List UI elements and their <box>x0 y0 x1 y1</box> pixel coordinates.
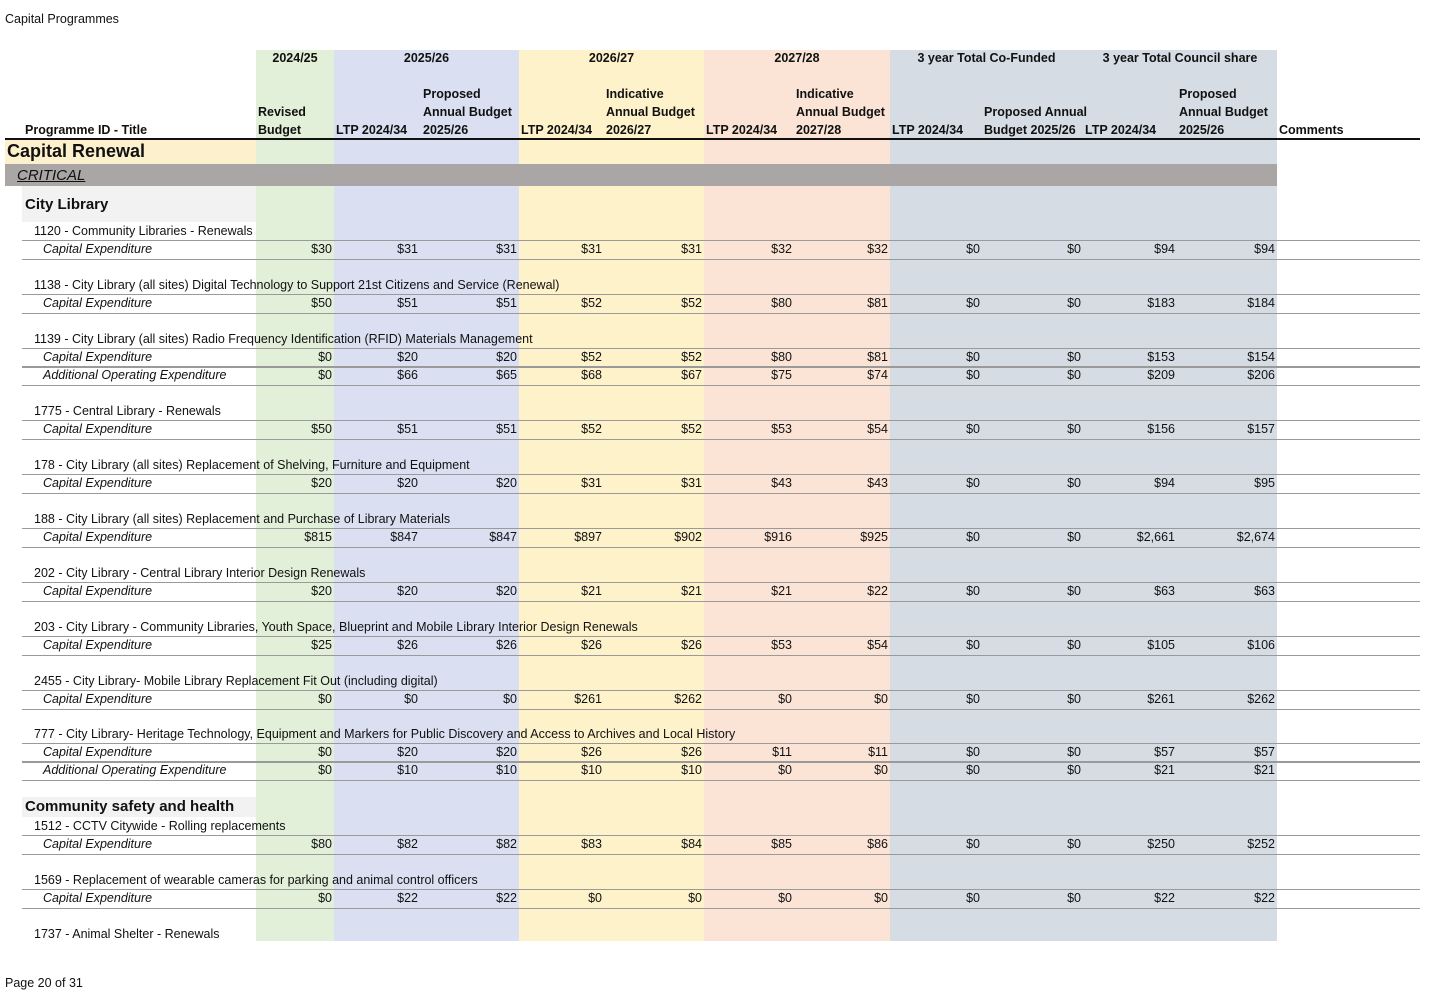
cell-value: $26 <box>681 638 702 652</box>
table-row <box>22 474 1420 494</box>
table-row <box>22 366 1420 386</box>
cell-value: $32 <box>771 242 792 256</box>
row-label: Capital Expenditure <box>43 692 153 706</box>
cell-value: $262 <box>674 692 702 706</box>
cell-value: $20 <box>311 476 332 490</box>
col-header-comments: Comments <box>1279 123 1344 137</box>
cell-value: $157 <box>1247 422 1275 436</box>
row-label: Additional Operating Expenditure <box>43 763 227 777</box>
cell-value: $0 <box>1067 837 1081 851</box>
cell-value: $0 <box>778 891 792 905</box>
cell-value: $26 <box>681 745 702 759</box>
col-header-ltp-2027: LTP 2024/34 <box>706 123 778 137</box>
cell-value: $54 <box>867 638 888 652</box>
cell-value: $0 <box>1067 584 1081 598</box>
cell-value: $902 <box>674 530 702 544</box>
cell-value: $43 <box>771 476 792 490</box>
year-header-2024-25: 2024/25 <box>272 51 318 65</box>
cell-value: $262 <box>1247 692 1275 706</box>
row-label: Additional Operating Expenditure <box>43 368 227 382</box>
table-row <box>22 528 1420 548</box>
category-critical: CRITICAL <box>17 167 86 184</box>
cell-value: $0 <box>966 242 980 256</box>
row-label: Capital Expenditure <box>43 350 153 364</box>
cell-value: $94 <box>1154 476 1175 490</box>
programme-title: 1512 - CCTV Citywide - Rolling replacements <box>34 819 286 833</box>
cell-value: $21 <box>681 584 702 598</box>
cell-value: $0 <box>318 368 332 382</box>
cell-value: $0 <box>318 763 332 777</box>
cell-value: $21 <box>771 584 792 598</box>
cell-value: $26 <box>581 638 602 652</box>
cell-value: $0 <box>966 692 980 706</box>
cell-value: $82 <box>496 837 517 851</box>
cell-value: $925 <box>860 530 888 544</box>
cell-value: $0 <box>1067 476 1081 490</box>
cell-value: $0 <box>966 837 980 851</box>
cell-value: $0 <box>503 692 517 706</box>
cell-value: $2,661 <box>1136 530 1175 544</box>
cell-value: $57 <box>1254 745 1275 759</box>
cell-value: $20 <box>397 476 418 490</box>
doc-title: Capital Programmes <box>5 12 119 26</box>
cell-value: $94 <box>1154 242 1175 256</box>
cell-value: $0 <box>874 763 888 777</box>
programme-title: 2455 - City Library- Mobile Library Replacement Fit Out (including digital) <box>34 674 438 688</box>
cell-value: $0 <box>1067 638 1081 652</box>
group-city-library: City Library <box>25 196 109 213</box>
cell-value: $21 <box>1154 763 1175 777</box>
table-row <box>22 636 1420 656</box>
cell-value: $20 <box>496 584 517 598</box>
cell-value: $52 <box>581 296 602 310</box>
programme-title: 1139 - City Library (all sites) Radio Frequency Identification (RFID) Materials Management <box>34 332 533 346</box>
group-community-safety: Community safety and health <box>25 798 235 815</box>
cell-value: $0 <box>1067 891 1081 905</box>
cell-value: $20 <box>496 350 517 364</box>
cell-value: $0 <box>778 763 792 777</box>
cell-value: $84 <box>681 837 702 851</box>
cell-value: $32 <box>867 242 888 256</box>
cell-value: $81 <box>867 296 888 310</box>
cell-value: $65 <box>496 368 517 382</box>
cell-value: $31 <box>681 476 702 490</box>
cell-value: $86 <box>867 837 888 851</box>
table-row <box>22 582 1420 602</box>
critical-bar <box>5 164 1277 186</box>
cell-value: $63 <box>1254 584 1275 598</box>
cell-value: $0 <box>874 692 888 706</box>
cell-value: $25 <box>311 638 332 652</box>
row-label: Capital Expenditure <box>43 530 153 544</box>
cell-value: $0 <box>1067 350 1081 364</box>
cell-value: $20 <box>311 584 332 598</box>
cell-value: $81 <box>867 350 888 364</box>
table-row <box>22 889 1420 909</box>
col-header-revised-budget: Revised Budget <box>258 105 306 137</box>
cell-value: $0 <box>966 584 980 598</box>
cell-value: $75 <box>771 368 792 382</box>
cell-value: $11 <box>868 745 888 759</box>
cell-value: $0 <box>778 692 792 706</box>
cell-value: $10 <box>496 763 517 777</box>
cell-value: $22 <box>496 891 517 905</box>
col-header-ltp-council: LTP 2024/34 <box>1085 123 1157 137</box>
cell-value: $30 <box>311 242 332 256</box>
col-header-proposed-cofunded: Proposed Annual Budget 2025/26 <box>984 105 1088 137</box>
table-row <box>22 240 1420 260</box>
cell-value: $54 <box>867 422 888 436</box>
table-row <box>22 420 1420 440</box>
cell-value: $11 <box>772 745 792 759</box>
cell-value: $0 <box>966 638 980 652</box>
cell-value: $51 <box>397 422 418 436</box>
cell-value: $21 <box>581 584 602 598</box>
cell-value: $10 <box>681 763 702 777</box>
row-label: Capital Expenditure <box>43 891 153 905</box>
cell-value: $52 <box>681 296 702 310</box>
table-row <box>22 761 1420 781</box>
table-row <box>22 294 1420 314</box>
page-number: Page 20 of 31 <box>5 976 83 990</box>
year-header-cofunded: 3 year Total Co-Funded <box>917 51 1056 65</box>
cell-value: $184 <box>1247 296 1275 310</box>
cell-value: $897 <box>574 530 602 544</box>
cell-value: $0 <box>1067 368 1081 382</box>
cell-value: $154 <box>1247 350 1275 364</box>
cell-value: $252 <box>1247 837 1275 851</box>
cell-value: $52 <box>581 422 602 436</box>
cell-value: $847 <box>489 530 517 544</box>
table-row <box>22 743 1420 763</box>
cell-value: $95 <box>1254 476 1275 490</box>
cell-value: $156 <box>1147 422 1175 436</box>
cell-value: $0 <box>966 891 980 905</box>
cell-value: $0 <box>1067 530 1081 544</box>
cell-value: $20 <box>397 350 418 364</box>
year-header-2025-26: 2025/26 <box>403 51 450 65</box>
cell-value: $20 <box>496 745 517 759</box>
programme-title: 1138 - City Library (all sites) Digital Technology to Support 21st Citizens and Service (Renewal) <box>34 278 560 292</box>
cell-value: $153 <box>1147 350 1175 364</box>
cell-value: $20 <box>397 745 418 759</box>
cell-value: $250 <box>1147 837 1175 851</box>
cell-value: $0 <box>966 296 980 310</box>
cell-value: $22 <box>1154 891 1175 905</box>
row-label: Capital Expenditure <box>43 296 153 310</box>
cell-value: $51 <box>397 296 418 310</box>
col-header-ltp-cofunded: LTP 2024/34 <box>892 123 964 137</box>
col-header-ltp-2025: LTP 2024/34 <box>336 123 408 137</box>
col-header-indicative-2026: Indicative Annual Budget 2026/27 <box>606 87 695 137</box>
table-row <box>22 835 1420 855</box>
col-header-ltp-2026: LTP 2024/34 <box>521 123 593 137</box>
col-header-proposed-2025: Proposed Annual Budget 2025/26 <box>423 87 512 137</box>
cell-value: $0 <box>966 763 980 777</box>
table-row <box>22 348 1420 368</box>
col-header-proposed-council: Proposed Annual Budget 2025/26 <box>1179 87 1268 137</box>
cell-value: $10 <box>397 763 418 777</box>
cell-value: $0 <box>966 368 980 382</box>
cell-value: $0 <box>318 745 332 759</box>
cell-value: $183 <box>1147 296 1175 310</box>
cell-value: $31 <box>681 242 702 256</box>
cell-value: $51 <box>496 296 517 310</box>
cell-value: $0 <box>688 891 702 905</box>
cell-value: $31 <box>581 476 602 490</box>
cell-value: $0 <box>404 692 418 706</box>
col-header-indicative-2027: Indicative Annual Budget 2027/28 <box>796 87 885 137</box>
cell-value: $0 <box>1067 296 1081 310</box>
cell-value: $26 <box>581 745 602 759</box>
cell-value: $52 <box>581 350 602 364</box>
cell-value: $847 <box>390 530 418 544</box>
cell-value: $916 <box>764 530 792 544</box>
cell-value: $0 <box>318 350 332 364</box>
cell-value: $0 <box>874 891 888 905</box>
programme-title: 1569 - Replacement of wearable cameras for parking and animal control officers <box>34 873 478 887</box>
cell-value: $22 <box>867 584 888 598</box>
programme-title: 1120 - Community Libraries - Renewals <box>34 224 253 238</box>
cell-value: $0 <box>1067 242 1081 256</box>
cell-value: $0 <box>318 692 332 706</box>
cell-value: $105 <box>1147 638 1175 652</box>
cell-value: $52 <box>681 422 702 436</box>
cell-value: $261 <box>1147 692 1175 706</box>
row-label: Capital Expenditure <box>43 638 153 652</box>
cell-value: $31 <box>581 242 602 256</box>
cell-value: $22 <box>397 891 418 905</box>
cell-value: $52 <box>681 350 702 364</box>
cell-value: $21 <box>1254 763 1275 777</box>
row-label: Capital Expenditure <box>43 584 153 598</box>
cell-value: $63 <box>1154 584 1175 598</box>
table-row <box>22 690 1420 710</box>
cell-value: $0 <box>966 476 980 490</box>
year-header-council-share: 3 year Total Council share <box>1102 51 1258 65</box>
cell-value: $0 <box>966 530 980 544</box>
cell-value: $815 <box>304 530 332 544</box>
section-title: Capital Renewal <box>7 141 146 161</box>
cell-value: $22 <box>1254 891 1275 905</box>
programme-title: 202 - City Library - Central Library Interior Design Renewals <box>34 566 366 580</box>
cell-value: $74 <box>867 368 888 382</box>
cell-value: $80 <box>771 296 792 310</box>
cell-value: $26 <box>397 638 418 652</box>
cell-value: $26 <box>496 638 517 652</box>
cell-value: $209 <box>1147 368 1175 382</box>
cell-value: $0 <box>966 422 980 436</box>
cell-value: $206 <box>1247 368 1275 382</box>
cell-value: $10 <box>581 763 602 777</box>
row-label: Capital Expenditure <box>43 242 153 256</box>
cell-value: $20 <box>397 584 418 598</box>
cell-value: $66 <box>397 368 418 382</box>
cell-value: $31 <box>397 242 418 256</box>
year-header-2026-27: 2026/27 <box>588 51 635 65</box>
cell-value: $0 <box>1067 745 1081 759</box>
cell-value: $80 <box>771 350 792 364</box>
cell-value: $53 <box>771 638 792 652</box>
cell-value: $2,674 <box>1236 530 1275 544</box>
cell-value: $82 <box>397 837 418 851</box>
cell-value: $57 <box>1154 745 1175 759</box>
row-label: Capital Expenditure <box>43 837 153 851</box>
cell-value: $53 <box>771 422 792 436</box>
cell-value: $261 <box>574 692 602 706</box>
cell-value: $31 <box>496 242 517 256</box>
programme-title: 1775 - Central Library - Renewals <box>34 404 221 418</box>
programme-title: 178 - City Library (all sites) Replacement of Shelving, Furniture and Equipment <box>34 458 470 472</box>
cell-value: $94 <box>1254 242 1275 256</box>
cell-value: $0 <box>966 745 980 759</box>
cell-value: $50 <box>311 422 332 436</box>
cell-value: $106 <box>1247 638 1275 652</box>
programme-title: 1737 - Animal Shelter - Renewals <box>34 927 220 941</box>
col-header-programme: Programme ID - Title <box>25 123 148 137</box>
cell-value: $0 <box>966 350 980 364</box>
cell-value: $0 <box>1067 692 1081 706</box>
cell-value: $0 <box>1067 422 1081 436</box>
row-label: Capital Expenditure <box>43 745 153 759</box>
programme-title: 203 - City Library - Community Libraries, Youth Space, Blueprint and Mobile Library Interior Design Renewals <box>34 620 638 634</box>
programme-title: 188 - City Library (all sites) Replacement and Purchase of Library Materials <box>34 512 451 526</box>
cell-value: $0 <box>318 891 332 905</box>
cell-value: $20 <box>496 476 517 490</box>
row-label: Capital Expenditure <box>43 476 153 490</box>
cell-value: $0 <box>1067 763 1081 777</box>
year-header-2027-28: 2027/28 <box>774 51 820 65</box>
cell-value: $51 <box>496 422 517 436</box>
cell-value: $0 <box>588 891 602 905</box>
row-label: Capital Expenditure <box>43 422 153 436</box>
cell-value: $80 <box>311 837 332 851</box>
cell-value: $43 <box>867 476 888 490</box>
cell-value: $83 <box>581 837 602 851</box>
programme-title: 777 - City Library- Heritage Technology, Equipment and Markers for Public Discovery and Access to Archives and Local History <box>34 727 736 741</box>
cell-value: $68 <box>581 368 602 382</box>
cell-value: $67 <box>681 368 702 382</box>
cell-value: $85 <box>771 837 792 851</box>
cell-value: $50 <box>311 296 332 310</box>
